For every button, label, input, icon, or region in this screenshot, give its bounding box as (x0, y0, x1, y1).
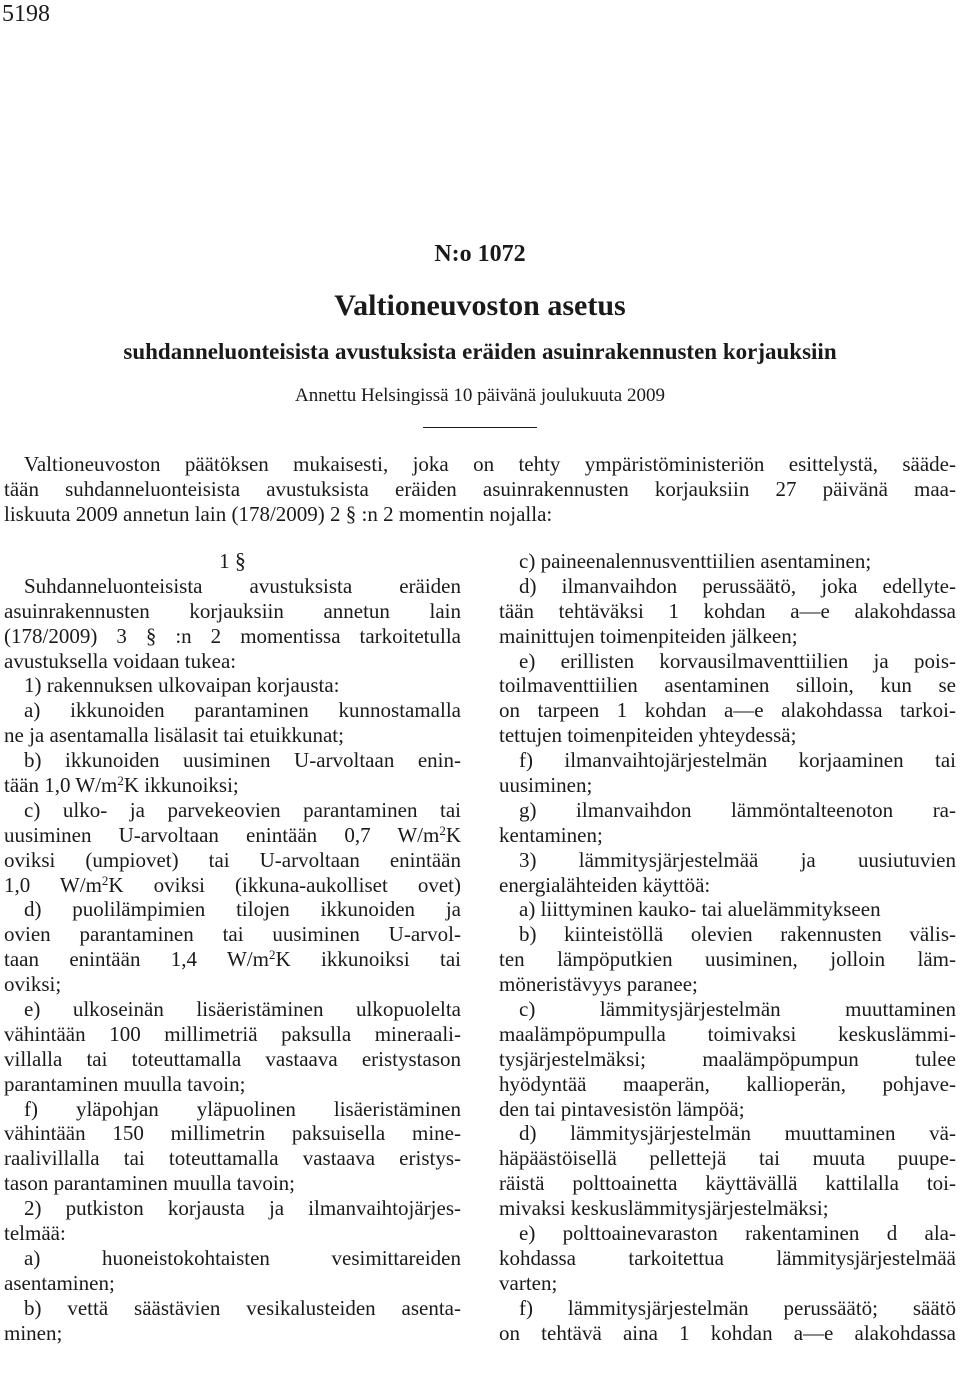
text-line: tettujen toimenpiteiden yhteydessä; (499, 723, 797, 748)
text-line: ten lämpöputkien uusiminen, jolloin läm- (499, 947, 956, 972)
text-line: e) polttoainevaraston rakentaminen d ala- (519, 1221, 956, 1246)
right-column (499, 549, 956, 1346)
text-line: kohdassa tarkoitettua lämmitysjärjestelmää (499, 1245, 956, 1270)
preamble-line: tään suhdanneluonteisista avustuksista eräiden asuinrakennusten korjauksiin 27 päivänä maa- (4, 476, 956, 501)
text-line: vähintään 100 millimetriä paksulla mineraali- (4, 1021, 461, 1046)
text-line: toilmaventtiilien asentaminen silloin, kun se (499, 673, 956, 698)
text-line: avustuksella voidaan tukea: (4, 648, 237, 673)
text-line: c) ulko- ja parvekeovien parantaminen tai (24, 797, 461, 822)
text-line: ovien parantaminen tai uusiminen U-arvol- (4, 922, 461, 947)
preamble-line: liskuuta 2009 annetun lain (178/2009) 2 § :n 2 momentin nojalla: (4, 501, 553, 526)
page-number: 5198 (2, 1, 50, 27)
text-line: e) ulkoseinän lisäeristäminen ulkopuolelta (24, 997, 461, 1022)
text-fragment: K (445, 822, 461, 847)
text-line: energialähteiden käyttöä: (499, 872, 711, 897)
text-line: d) lämmitysjärjestelmän muuttaminen vä- (519, 1121, 956, 1146)
text-line: maalämpöpumpulla toimivaksi keskuslämmi- (499, 1021, 956, 1046)
text-line: villalla tai toteuttamalla vastaava eristystason (4, 1046, 461, 1071)
act-subject-title: suhdanneluonteisista avustuksista eräiden asuinrakennusten korjauksiin (123, 339, 837, 364)
text-line: c) paineenalennusventtiilien asentaminen; (519, 549, 872, 573)
text-line: Suhdanneluonteisista avustuksista eräiden (24, 573, 461, 598)
text-line: f) lämmitysjärjestelmän perussäätö; säätö (519, 1295, 956, 1320)
preamble-line: Valtioneuvoston päätöksen mukaisesti, joka on tehty ympäristöministeriön esittelystä, sääde- (24, 452, 956, 476)
text-line: den tai pintavesistön lämpöä; (499, 1096, 745, 1121)
text-fragment: uusiminen U-arvoltaan enintään 0,7 W/m (4, 822, 440, 847)
text-fragment: tään 1,0 W/m (4, 773, 118, 798)
text-line (4, 947, 461, 972)
text-line: telmää: (4, 1221, 66, 1246)
text-line: tään tehtäväksi 1 kohdan a—e alakohdassa (499, 598, 956, 623)
act-type-title: Valtioneuvoston asetus (334, 289, 626, 322)
text-line (4, 823, 461, 848)
text-line: f) yläpohjan yläpuolinen lisäeristäminen (24, 1096, 461, 1121)
text-line: oviksi; (4, 972, 62, 997)
text-line: tysjärjestelmäksi; maalämpöpumpun tulee (499, 1046, 956, 1071)
text-line: a) ikkunoiden parantaminen kunnostamalla (24, 698, 461, 723)
text-line: b) vettä säästävien vesikalusteiden asenta- (24, 1295, 461, 1320)
text-line: 3) lämmitysjärjestelmää ja uusiutuvien (519, 847, 956, 872)
text-line: kentaminen; (499, 822, 603, 847)
text-fragment: taan enintään 1,4 W/m (4, 947, 269, 972)
text-line: a) liittyminen kauko- tai aluelämmitykseen (519, 897, 881, 922)
text-line: on tarpeen 1 kohdan a—e alakohdassa tarkoi- (499, 698, 956, 723)
superscript: 2 (101, 872, 109, 888)
section-heading (4, 549, 461, 574)
text-line: hyödyntää maaperän, kallioperän, pohjave- (499, 1071, 956, 1096)
text-line: mivaksi keskuslämmitysjärjestelmäksi; (499, 1196, 829, 1221)
text-line: häpäästöisellä pellettejä tai muuta puupe- (499, 1146, 956, 1171)
text-line: tason parantaminen muulla tavoin; (4, 1171, 296, 1196)
text-line: asuinrakennusten korjauksiin annetun lain (4, 598, 461, 623)
text-line: asentaminen; (4, 1270, 115, 1295)
text-line: 2) putkiston korjausta ja ilmanvaihtojärjes- (24, 1196, 461, 1221)
text-line (4, 773, 461, 798)
text-line: a) huoneistokohtaisten vesimittareiden (24, 1245, 461, 1270)
text-line: parantaminen muulla tavoin; (4, 1071, 246, 1096)
statute-number: N:o 1072 (434, 241, 526, 267)
superscript: 2 (439, 822, 446, 838)
text-line: raalivillalla tai toteuttamalla vastaava eristys- (4, 1146, 461, 1171)
text-fragment: K ikkunoiksi tai (275, 947, 461, 972)
text-line: oviksi (umpiovet) tai U-arvoltaan enintään (4, 847, 461, 872)
section-number: 1 (219, 549, 230, 573)
text-line: minen; (4, 1320, 63, 1345)
text-line: 1) rakennuksen ulkovaipan korjausta: (24, 673, 340, 698)
text-line: g) ilmanvaihdon lämmöntalteenoton ra- (519, 797, 956, 822)
text-line: (178/2009) 3 § :n 2 momentissa tarkoitetulla (4, 623, 461, 648)
text-line: f) ilmanvaihtojärjestelmän korjaaminen tai (519, 748, 956, 773)
text-line: on tehtävä aina 1 kohdan a—e alakohdassa (499, 1320, 956, 1345)
text-line: varten; (499, 1270, 558, 1295)
left-column (4, 549, 461, 1346)
text-line: ne ja asentamalla lisälasit tai etuikkunat; (4, 723, 344, 748)
superscript: 2 (117, 773, 124, 789)
superscript: 2 (268, 947, 276, 963)
text-line: e) erillisten korvausilmaventtiilien ja pois- (519, 648, 956, 673)
text-line (4, 873, 461, 898)
text-line: mainittujen toimenpiteiden jälkeen; (499, 623, 798, 648)
text-line: b) kiinteistöllä olevien rakennusten välis- (519, 922, 956, 947)
text-line: vähintään 150 millimetrin paksuisella mine- (4, 1121, 461, 1146)
text-line: räistä polttoainetta käyttävällä kattilalla toi- (499, 1171, 956, 1196)
given-date-line: Annettu Helsingissä 10 päivänä joulukuuta 2009 (295, 385, 665, 406)
text-fragment: K ikkunoiksi; (123, 773, 239, 798)
heading-divider (423, 427, 537, 428)
text-fragment: 1,0 W/m (4, 872, 102, 897)
text-fragment: K oviksi (ikkuna-aukolliset ovet) (108, 872, 461, 897)
text-line: möneristävyys paranee; (499, 972, 698, 997)
text-line: d) puolilämpimien tilojen ikkunoiden ja (24, 897, 461, 922)
section-sign: § (234, 548, 246, 573)
text-line: b) ikkunoiden uusiminen U-arvoltaan enin- (24, 748, 461, 773)
text-line: d) ilmanvaihdon perussäätö, joka edellyte- (519, 573, 956, 598)
text-line: c) lämmitysjärjestelmän muuttaminen (519, 997, 956, 1022)
preamble (4, 452, 956, 527)
text-line: uusiminen; (499, 773, 593, 798)
